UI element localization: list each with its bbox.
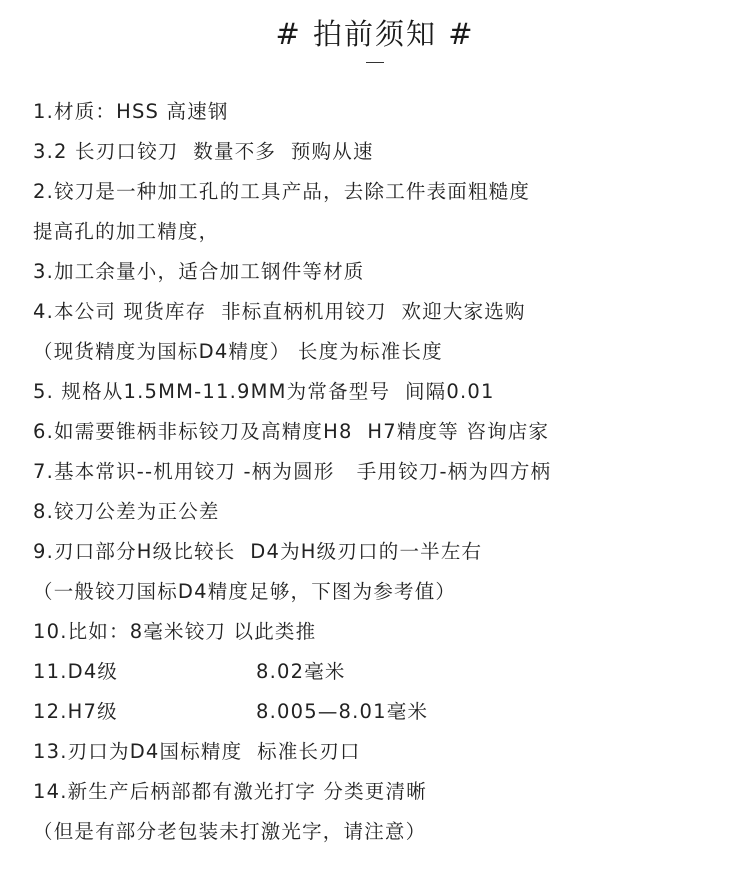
note-custom: 6.如需要锥柄非标铰刀及高精度H8 H7精度等 咨询店家 [33, 420, 550, 443]
page-title: # 拍前须知 # [275, 17, 475, 51]
note-stock-precision: （现货精度为国标D4精度） 长度为标准长度 [33, 340, 443, 363]
note-allowance: 3.加工余量小，适合加工钢件等材质 [33, 260, 365, 283]
note-blade-grade-cont: （一般铰刀国标D4精度足够，下图为参考值） [33, 580, 457, 603]
grade-value: 8.02毫米 [256, 660, 346, 683]
note-blade-standard: 13.刃口为D4国标精度 标准长刃口 [33, 740, 361, 763]
grade-value: 8.005—8.01毫米 [256, 700, 429, 723]
note-laser-marking: 14.新生产后柄部都有激光打字 分类更清晰 [33, 780, 427, 803]
notes-list [33, 92, 551, 852]
note-stock: 4.本公司 现货库存 非标直柄机用铰刀 欢迎大家选购 [33, 300, 526, 323]
note-reamer-purpose-cont: 提高孔的加工精度， [33, 220, 220, 243]
note-reamer-purpose: 2.铰刀是一种加工孔的工具产品，去除工件表面粗糙度 [33, 180, 531, 203]
note-example: 10.比如：8毫米铰刀 以此类推 [33, 620, 317, 643]
note-material: 1.材质：HSS 高速钢 [33, 100, 229, 123]
note-specs: 5. 规格从1.5MM-11.9MM为常备型号 间隔0.01 [33, 380, 495, 403]
note-tolerance: 8.铰刀公差为正公差 [33, 500, 220, 523]
note-long-blade: 3.2 长刃口铰刀 数量不多 预购从速 [33, 140, 374, 163]
grade-row [33, 652, 551, 692]
note-old-packaging: （但是有部分老包装未打激光字，请注意） [33, 820, 427, 843]
title-underline [366, 62, 384, 63]
grade-label: 12.H7级 [33, 700, 118, 723]
grade-label: 11.D4级 [33, 660, 119, 683]
note-blade-grade: 9.刃口部分H级比较长 D4为H级刃口的一半左右 [33, 540, 483, 563]
note-shank: 7.基本常识--机用铰刀 -柄为圆形 手用铰刀-柄为四方柄 [33, 460, 552, 483]
grade-row [33, 692, 551, 732]
